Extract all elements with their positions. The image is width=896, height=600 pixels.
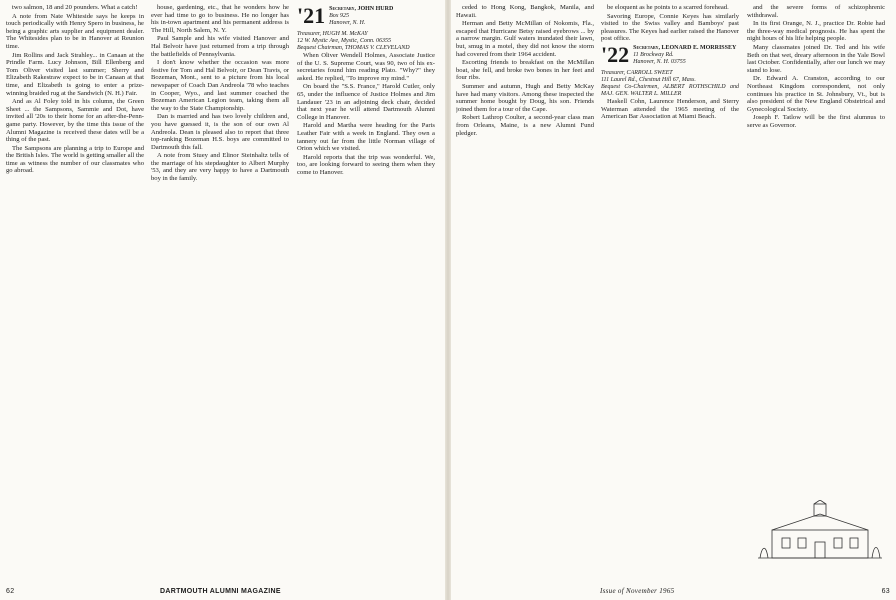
- treasurer-address: 111 Laurel Rd., Chestnut Hill 67, Mass.: [601, 76, 696, 83]
- paragraph: Summer and autumn, Hugh and Betty McKay have had many visitors. Among these inspected the summer home bought by Doug, his son. Friends joined them for a tour of the Cape.: [456, 82, 594, 113]
- right-page: [450, 0, 896, 600]
- paragraph: Dan is married and has two lovely children and, you have guessed it, is the son of our own Al Andreola. Dean is pleased also to report that three top-ranking Bozeman H.S. boys are committed to Dartmouth this fall.: [151, 113, 289, 151]
- paragraph: Harold reports that the trip was wonderful. We, too, are looking forward to seeing them when they come to Hanover.: [297, 153, 435, 176]
- paragraph: A note from Nate Whiteside says he keeps in touch periodically with Henry Spero in business, he being a graphic arts supplier and equipment dealer. The Whitesides plan to be in Hanover at Reunion time.: [6, 12, 144, 50]
- page-number-right: 63: [881, 588, 890, 595]
- page-number-left: 62: [6, 588, 15, 595]
- paragraph: Many classmates joined Dr. Ted and his wife Beth on that wet, dreary afternoon in the Yale Bowl last October. Confidentially, after our lunch we may stand to lose.: [747, 43, 885, 74]
- bequest-chairman: Bequest Chairman, THOMAS V. CLEVELAND: [297, 45, 410, 51]
- column-6: [747, 4, 885, 494]
- magazine-title: DARTMOUTH ALUMNI MAGAZINE: [160, 588, 281, 595]
- paragraph: Jim Rollins and Jack Strahley... in Canaan at the Prindle Farm. Lucy Johnson, Bill Ellenberg and Tom Oliver visited last summer; Sherry and Elizabeth Rakestraw expect to be in Canaan at that time, and Elizabeth is going to enter a prize-winning braided rug at the Sandwich (N. H.) Fair.: [6, 51, 144, 97]
- college-building-drawing: [752, 500, 888, 568]
- paragraph: Dr. Edward A. Cranston, according to our Northeast Kingdom correspondent, not only continues his practice in St. Johnsbury, Vt., but is also president of the New England Obstetrical and Gynecological Society.: [747, 75, 885, 113]
- paragraph: Joseph F. Tatlow will be the first alumnus to serve as Governor.: [747, 114, 885, 129]
- secretary-city: Hanover, N. H. 03755: [633, 58, 686, 65]
- secretary-city: Hanover, N. H.: [329, 20, 366, 26]
- class-officers: [633, 45, 736, 66]
- class-year: '22: [601, 41, 630, 67]
- paragraph: Herman and Betty McMillan of Nokomis, Fla., escaped that Hurricane Betsy raised eyebrows ... by a narrow margin. Gulf waters inundated their lawn, but, smug in a motel, they did not know the storm had covered from their 1964 accident.: [456, 20, 594, 58]
- class-officers: [329, 6, 393, 27]
- column-5: [601, 4, 739, 579]
- secretary-address: 11 Brockway Rd.: [633, 51, 674, 58]
- class-officers-more: [297, 31, 435, 52]
- class-heading-1921: [297, 6, 435, 27]
- paragraph: A note from Stuey and Elinor Steinhaltz tells of the marriage of his stepdaughter to Albert Murphy '53, and they are very happy to have a Dartmouth boy in the family.: [151, 152, 289, 183]
- paragraph: ceded to Hong Kong, Bangkok, Manila, and Hawaii.: [456, 4, 594, 19]
- paragraph: Haskell Cohn, Laurence Henderson, and Sterry Waterman attended the 1965 meeting of the American Bar Association at Miami Beach.: [601, 97, 739, 121]
- column-1: [6, 4, 144, 579]
- paragraph: Paul Sample and his wife visited Hanover and Hal Belvoir have just returned from a trip through the battlefields of Pennsylvania.: [151, 35, 289, 58]
- paragraph: be eloquent as he points to a scarred forehead.: [607, 4, 729, 11]
- paragraph: Escorting friends to breakfast on the McMillan boat, she fell, and broke two bones in her feet and four ribs.: [456, 59, 594, 82]
- treasurer-line: Treasurer, CARROLL SWEET: [601, 69, 673, 76]
- issue-label: Issue of November 1965: [600, 587, 675, 595]
- class-officers-more: [601, 70, 739, 98]
- paragraph: In its first Orange, N. J., practice Dr. Robie had the three-way medical prognosis. He has spent the night hours of his life helping people.: [747, 20, 885, 43]
- paragraph: and the severe forms of schizophrenic withdrawal.: [747, 4, 885, 19]
- paragraph: Robert Lathrop Coulter, a second-year class man from Orleans, Maine, is a new Alumni Fund pledger.: [456, 114, 594, 137]
- left-page: [0, 0, 446, 600]
- column-4: [456, 4, 594, 579]
- paragraph: On board the "S.S. France," Harold Cutler, only 65, under the influence of Justice Holmes and Jim Landauer '23 in an adjoining deck chair, decided that next year he will attend Dartmouth Alumni College in Hanover.: [297, 83, 435, 121]
- paragraph: And as Al Foley told in his column, the Green Sheet ... the Sampsons, Sammie and Dot, have invited all '20s to their home for an after-the-Penn-game party. However, by the time this issue of the Alumni Magazine is received these dates will be a thing of the past.: [6, 98, 144, 144]
- paragraph: When Oliver Wendell Holmes, Associate Justice of the U. S. Supreme Court, was 90, two of his ex-secretaries found him reading Plato. "Why?" they asked. He replied, "To improve my mind.": [297, 52, 435, 82]
- paragraph: I don't know whether the occasion was more festive for Tom and Hal Belvoir, or Dean Travis, or Bozeman, Mont., sent to a picture from his local newspaper of Coach Dan Andreola '78 who teaches in Cooper, Wyo., and last summer coached the Bozeman American Legion team, taking them all the way to the State Championship.: [151, 59, 289, 112]
- secretary-line: Secretary, JOHN HURD: [329, 6, 394, 12]
- treasurer-address: 12 W. Mystic Ave, Mystic, Conn. 06355: [297, 38, 391, 44]
- column-3: [297, 4, 435, 579]
- paragraph: two salmon, 18 and 20 pounders. What a catch!: [12, 4, 138, 11]
- column-2: [151, 4, 289, 579]
- paragraph: Harold and Martha were heading for the Paris Leather Fair with a week in England. They own a tannery out far from the little Norman village of Orion which we visited.: [297, 122, 435, 153]
- class-heading-1922: [601, 41, 739, 67]
- treasurer-line: Treasurer, HUGH M. McKAY: [297, 31, 368, 37]
- class-year: '21: [297, 4, 326, 28]
- paragraph: Savoring Europe, Connie Keyes has similarly visited to the Swiss valley and Bamboys' past pleasures. The Keyes had earlier raised the Hanover post office.: [601, 12, 739, 43]
- secretary-address: Box 925: [329, 13, 349, 19]
- paragraph: The Sampsons are planning a trip to Europe and the British Isles. The world is getting smaller all the time as witness the number of our classmates who go abroad.: [6, 144, 144, 175]
- paragraph: house, gardening, etc., that he wonders how he ever had time to go to business. He no longer has his in-town apartment and his permanent address is The Hill, North Salem, N. Y.: [151, 4, 289, 34]
- bequest-chairmen: Bequest Co-Chairmen, ALBERT ROTHSCHILD and MAJ. GEN. WALTER L. MILLER: [601, 83, 739, 97]
- secretary-line: Secretary, LEONARD E. MORRISSEY: [633, 44, 737, 51]
